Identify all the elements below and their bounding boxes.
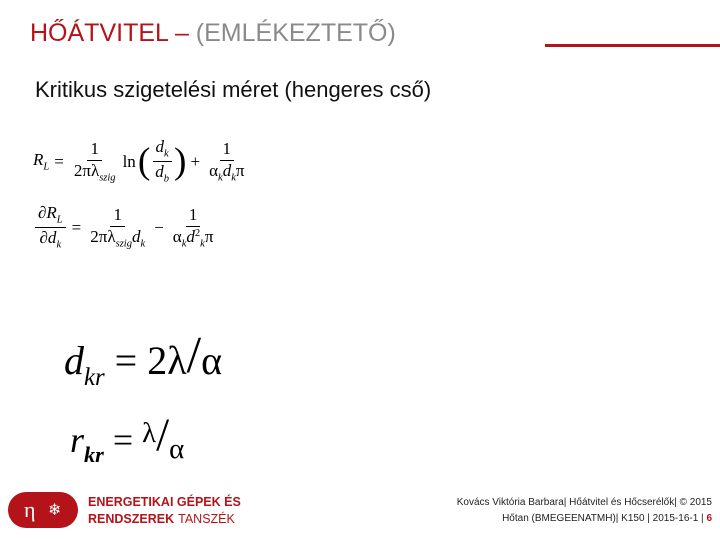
eq2-lhs: $\frac{\partial R_L}{\partial d_k}$ bbox=[35, 204, 66, 252]
eq1-lhs: $R_L$ bbox=[33, 150, 50, 174]
title-underline bbox=[545, 44, 720, 47]
logo-line1: ENERGETIKAI GÉPEK ÉS bbox=[88, 495, 241, 509]
page-number: 6 bbox=[706, 513, 712, 524]
slide-subtitle: Kritikus szigetelési méret (hengeres cső) bbox=[35, 77, 432, 102]
snowflake-icon: ❄ bbox=[48, 500, 62, 519]
equation-derivative: $\frac{\partial R_L}{\partial d_k}$ = $\frac{1}{2\pi\lambda_{szig}d_k}$ − $\frac{1}{\alpha_kd^2_k\pi}$ bbox=[33, 204, 218, 252]
title-separator: – bbox=[168, 19, 196, 47]
footer-line2: Hőtan (BMEGEENATMH)| K150 | 2015-16-1 | 6 bbox=[502, 513, 712, 524]
slide-title bbox=[30, 18, 396, 48]
logo-line2: RENDSZEREK TANSZÉK bbox=[88, 512, 235, 526]
title-sub: (EMLÉKEZTETŐ) bbox=[195, 19, 396, 47]
footer bbox=[457, 495, 712, 527]
department-logo bbox=[6, 489, 241, 531]
logo-badge bbox=[8, 492, 78, 528]
equation-thermal-resistance: $R_L$ = $\frac{1}{2\pi\lambda_{szig}}$ ln ( $\frac{d_k}{d_b}$ ) + $\frac{1}{\alpha_kd_k\pi}$ bbox=[33, 137, 245, 186]
footer-line1: Kovács Viktória Barbara| Hőátvitel és Hőcserélők| © 2015 bbox=[456, 497, 712, 508]
title-main: HŐÁTVITEL bbox=[30, 19, 168, 47]
eta-icon: η bbox=[24, 497, 36, 522]
equation-critical-diameter: $d_{kr} = 2\lambda/\alpha$ bbox=[64, 327, 223, 392]
equation-critical-radius: $r_{kr} = ^\lambda/\alpha$ bbox=[70, 409, 185, 468]
